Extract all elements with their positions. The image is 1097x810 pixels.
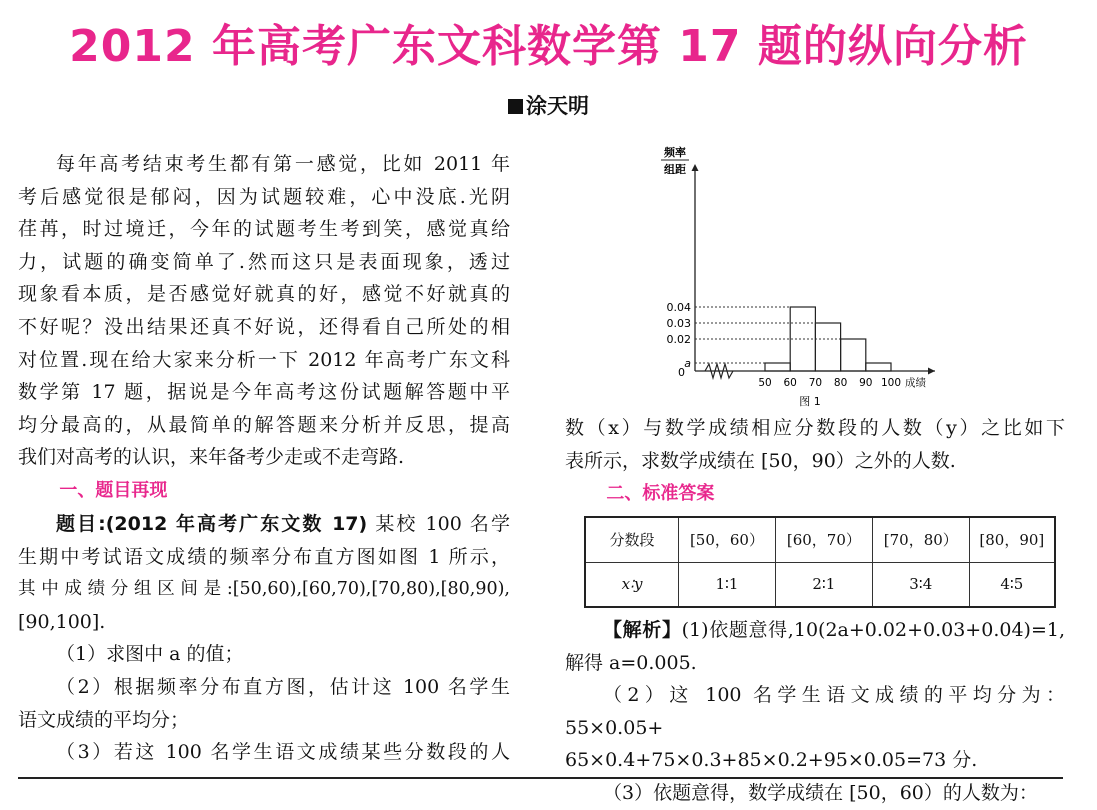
y-tick-label: 0.02 <box>666 333 691 346</box>
section-heading-problem: 一、题目再现 <box>59 479 168 501</box>
solution-line: 解得 a=0.005. <box>565 651 697 674</box>
intro-paragraph <box>18 148 510 181</box>
histogram-bar <box>815 323 840 371</box>
table-header-cell: [70，80） <box>872 517 969 562</box>
table-row-label: x∶y <box>585 562 679 607</box>
intro-line: 每年高考结束考生都有第一感觉，比如 2011 年 <box>56 153 510 175</box>
section-heading-answer: 二、标准答案 <box>606 483 715 505</box>
intro-line: 对位置.现在给大家来分析一下 2012 年高考广东文科 <box>18 348 510 371</box>
x-tick-label: 90 <box>859 377 873 389</box>
intro-line: 不好呢？没出结果还真不好说，还得看自己所处的相 <box>18 315 510 338</box>
table-cell: 3∶4 <box>872 562 969 607</box>
x-axis-arrow-icon <box>928 368 935 375</box>
question-3-line: 数（x）与数学成绩相应分数段的人数（y）之比如下 <box>565 417 1065 439</box>
author-byline <box>0 90 1097 120</box>
solution-line: 65×0.4+75×0.3+85×0.2+95×0.05=73 分. <box>565 749 978 772</box>
intro-line: 荏苒，时过境迁，今年的试题考生考到笑，感觉真给 <box>18 218 510 241</box>
solution-block <box>565 614 1065 810</box>
table-row <box>585 562 1055 607</box>
intro-line: 均分最高的，从最简单的解答题来分析并反思，提高 <box>18 413 510 436</box>
table-header-cell: [60，70） <box>775 517 872 562</box>
question-3-line: 表所示，求数学成绩在 [50，90）之外的人数. <box>565 449 956 472</box>
table-row <box>585 517 1055 562</box>
problem-text: 某校 100 名学 <box>367 512 510 535</box>
solution-line: （2）这 100 名学生语文成绩的平均分为：55×0.05+ <box>565 684 1065 739</box>
left-column <box>18 148 510 769</box>
problem-line <box>18 508 510 541</box>
solution-1: (1)依题意得,10(2a+0.02+0.03+0.04)=1, <box>681 619 1065 641</box>
page-title: 2012 年高考广东文科数学第 17 题的纵向分析 <box>69 21 1028 72</box>
ratio-table <box>584 516 1056 608</box>
table-cell: 2∶1 <box>775 562 872 607</box>
solution-line <box>565 614 1065 647</box>
problem-label: 题目:(2012 年高考广东文数 17) <box>56 512 368 535</box>
x-tick-label: 50 <box>758 377 772 389</box>
intro-line: 数学第 17 题，据说是今年高考这份试题解答题中平 <box>18 381 510 404</box>
solution-label: 【解析】 <box>603 619 682 641</box>
y-axis-label-bottom: 组距 <box>664 163 686 176</box>
table-header-cell: [80，90] <box>969 517 1055 562</box>
question-1: （1）求图中 a 的值； <box>56 643 244 666</box>
chart-group <box>661 145 935 408</box>
x-tick-label: 80 <box>833 377 848 389</box>
intro-line: 我们对高考的认识，来年备考少走或不走弯路. <box>18 446 405 469</box>
figure-caption: 图 1 <box>799 395 821 408</box>
solution-line: （3）依题意得，数学成绩在 [50，60）的人数为： <box>603 781 1038 804</box>
x-tick-label: 100 <box>880 377 902 389</box>
table-header-cell: [50，60） <box>679 517 776 562</box>
intro-line: 考后感觉很是郁闷，因为试题较难，心中没底.光阴 <box>18 185 510 208</box>
table-header-cell: 分数段 <box>585 517 679 562</box>
x-axis-label: 成绩 <box>905 377 926 389</box>
x-tick-label: 60 <box>783 377 797 389</box>
y-tick-label: a <box>684 357 691 370</box>
histogram-chart <box>645 140 945 410</box>
bottom-rule <box>18 777 1063 779</box>
table-cell: 1∶1 <box>679 562 776 607</box>
question-2-line: 语文成绩的平均分； <box>18 708 190 731</box>
histogram-bar <box>765 363 790 371</box>
histogram-bar <box>841 339 866 371</box>
origin-label: 0 <box>678 366 685 379</box>
right-column <box>565 412 1065 511</box>
y-tick-label: 0.03 <box>666 317 691 330</box>
y-axis-label-top: 频率 <box>664 146 686 159</box>
y-tick-label: 0.04 <box>666 301 691 314</box>
histogram-bar <box>866 363 891 371</box>
y-axis-arrow-icon <box>692 164 699 171</box>
intro-line: 力，试题的确变简单了.然而这只是表面现象，透过 <box>18 250 510 273</box>
problem-line: 其中成绩分组区间是:[50,60),[60,70),[70,80),[80,90), <box>18 579 510 600</box>
table-cell: 4∶5 <box>969 562 1055 607</box>
problem-line: 生期中考试语文成绩的频率分布直方图如图 1 所示， <box>18 545 510 568</box>
author-name: 涂天明 <box>526 94 589 118</box>
problem-line: [90,100]. <box>18 610 106 633</box>
x-tick-label: 70 <box>808 377 823 389</box>
question-3-line: （3）若这 100 名学生语文成绩某些分数段的人 <box>56 741 510 764</box>
square-bullet-icon <box>508 99 523 114</box>
question-2-line: （2）根据频率分布直方图，估计这 100 名学生 <box>56 675 510 698</box>
intro-line: 现象看本质，是否感觉好就真的好，感觉不好就真的 <box>18 283 510 306</box>
